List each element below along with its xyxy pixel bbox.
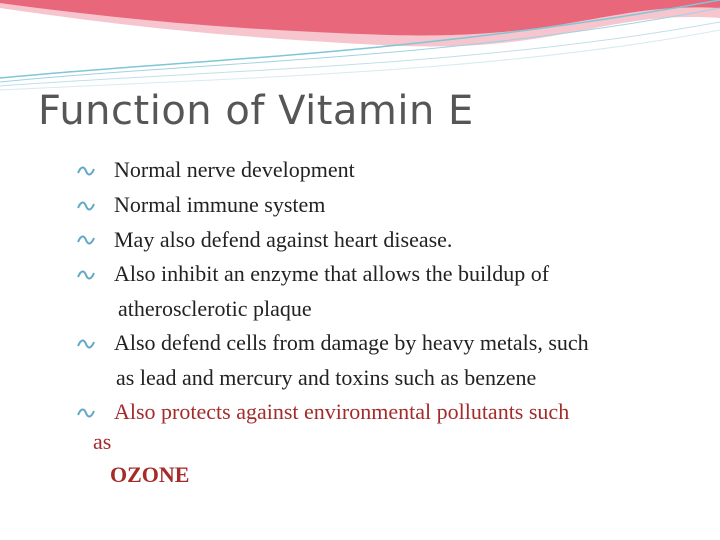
wave-bullet-icon: [77, 233, 95, 247]
bullet-continuation-text: as lead and mercury and toxins such as benzene: [116, 365, 537, 390]
slide-title: Function of Vitamin E: [38, 88, 474, 134]
bullet-continuation-text: atherosclerotic plaque: [118, 296, 312, 321]
ozone-label: OZONE: [110, 462, 190, 487]
bullet-text-highlight: Also protects against environmental pollutants such: [114, 399, 570, 424]
wave-bullet-icon: [77, 406, 95, 420]
bullet-continuation-text-highlight: as: [93, 429, 112, 454]
wave-bullet-icon: [77, 164, 95, 178]
wave-bullet-icon: [77, 199, 95, 213]
decorative-header-banner: [0, 0, 720, 95]
bullet-text: Normal immune system: [114, 192, 326, 217]
wave-bullet-icon: [77, 268, 95, 282]
wave-bullet-icon: [77, 337, 95, 351]
bullet-text: May also defend against heart disease.: [114, 227, 453, 252]
bullet-text: Normal nerve development: [114, 157, 355, 182]
bullet-text: Also defend cells from damage by heavy metals, such: [114, 330, 589, 355]
bullet-text: Also inhibit an enzyme that allows the buildup of: [114, 261, 550, 286]
